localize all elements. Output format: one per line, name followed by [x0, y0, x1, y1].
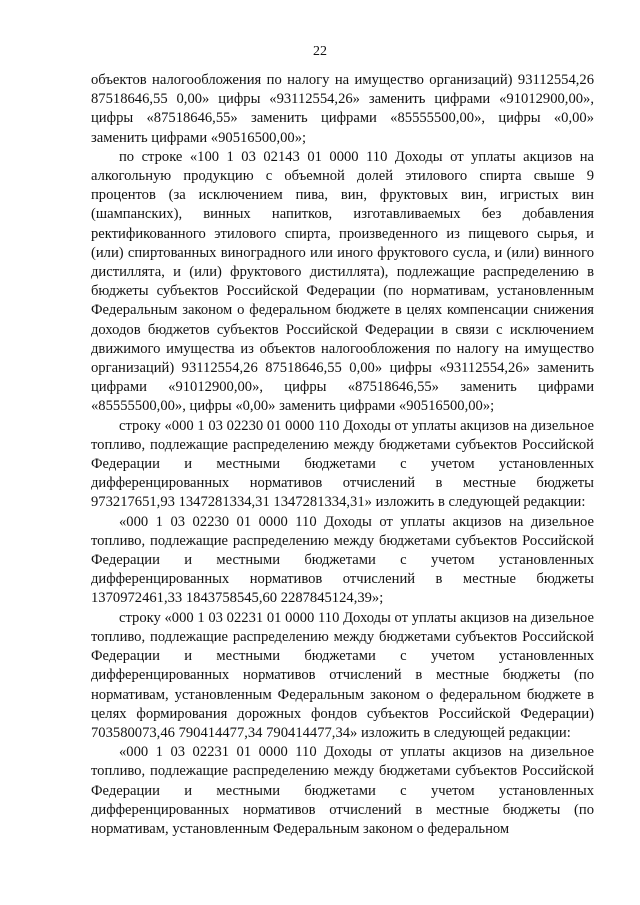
page-number: 22 — [313, 44, 327, 59]
paragraph-row-000-1-03-02230: строку «000 1 03 02230 01 0000 110 Доходы от уплаты акцизов на дизельное топливо, подлежащие распределению между бюджетами субъектов Российской Федерации и местными бюджетами с учетом установленных дифференцированных нормативов отчислений в местные бюджеты 973217651,93 1347281334,31 1347281334,31» изложить в следующей редакции: — [91, 417, 594, 511]
document-body — [91, 71, 594, 839]
paragraph-row-100-1-03-02143: по строке «100 1 03 02143 01 0000 110 Доходы от уплаты акцизов на алкогольную продукцию с объемной долей этилового спирта свыше 9 процентов (за исключением пива, вин, фруктовых вин, игристых вин (шампанских), винных напитков, изготавливаемых без добавления ректификованного этилового спирта, произведенного из пищевого сырья, и (или) спиртованных виноградного или иного фруктового сусла, и (или) винного дистиллята, и (или) фруктового дистиллята), подлежащие распределению в бюджеты субъектов Российской Федерации (по нормативам, установленным Федеральным законом о федеральном бюджете в целях компенсации снижения доходов бюджетов субъектов Российской Федерации в связи с исключением движимого имущества из объектов налогообложения по налогу на имущество организаций) 93112554,26 87518646,55 0,00» цифры «93112554,26» заменить цифрами «91012900,00», цифры «87518646,55» заменить цифрами «85555500,00», цифры «0,00» заменить цифрами «90516500,00»; — [91, 148, 594, 415]
paragraph-new-edition-02231: «000 1 03 02231 01 0000 110 Доходы от уплаты акцизов на дизельное топливо, подлежащие распределению между бюджетами субъектов Российской Федерации и местными бюджетами с учетом установленных дифференцированных нормативов отчислений в местные бюджеты (по нормативам, установленным Федеральным законом о федеральном — [91, 744, 594, 837]
paragraph-continuation: объектов налогообложения по налогу на имущество организаций) 93112554,26 87518646,55 0,00» цифры «93112554,26» заменить цифрами «91012900,00», цифры «87518646,55» заменить цифрами «85555500,00», цифры «0,00» заменить цифрами «90516500,00»; — [91, 72, 594, 146]
paragraph-new-edition-02230: «000 1 03 02230 01 0000 110 Доходы от уплаты акцизов на дизельное топливо, подлежащие распределению между бюджетами субъектов Российской Федерации и местными бюджетами с учетом установленных дифференцированных нормативов отчислений в местные бюджеты 1370972461,33 1843758545,60 2287845124,39»; — [91, 513, 594, 607]
paragraph-row-000-1-03-02231: строку «000 1 03 02231 01 0000 110 Доходы от уплаты акцизов на дизельное топливо, подлежащие распределению между бюджетами субъектов Российской Федерации и местными бюджетами с учетом установленных дифференцированных нормативов отчислений в местные бюджеты (по нормативам, установленным Федеральным законом о федеральном бюджете в целях формирования дорожных фондов субъектов Российской Федерации) 703580073,46 790414477,34 790414477,34» изложить в следующей редакции: — [91, 609, 594, 741]
